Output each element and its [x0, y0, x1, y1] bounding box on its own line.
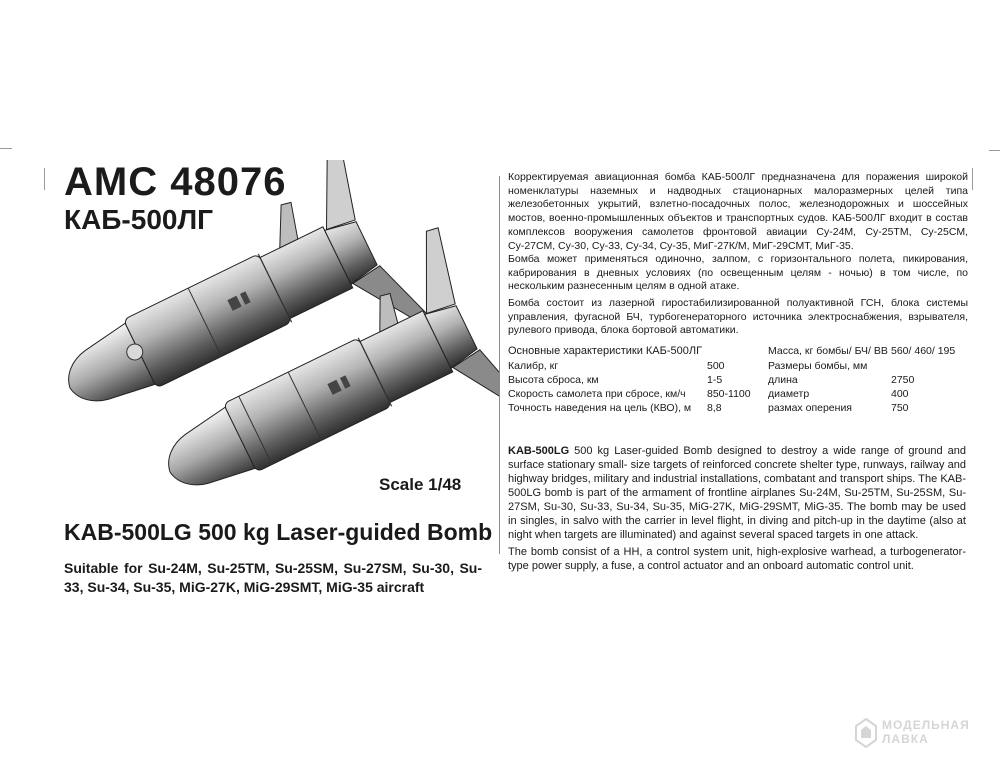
spec-header: Основные характеристики КАБ-500ЛГ [508, 345, 703, 357]
watermark-text [882, 718, 970, 746]
watermark-emblem-icon [854, 718, 878, 748]
product-code: AMC 48076 [64, 160, 287, 204]
ru-description-paragraph: Корректируемая авиационная бомба КАБ-500ЛГ предназначена для поражения широкой номенклатуры наземных и надводных стационарных малоразмерных целей типа железобетонных укрытий, взлетно-посадочных полос, железнодорожных и шоссейных мостов, военно-промышленных объектов и транспортных судов. КАБ-500ЛГ входит в состав комплексов вооружения самолетов фронтовой авиации Су-24М, Су-25ТМ, Су-25СМ, Су-27СМ, Су-30, Су-33, Су-34, Су-35, МиГ-27К/М, МиГ-29СМТ, МиГ-35. [508, 171, 968, 252]
product-title-english: KAB-500LG 500 kg Laser-guided Bomb [64, 519, 493, 545]
spec-mass-label: Масса, кг бомбы/ БЧ/ ВВ [768, 345, 888, 357]
scale-label: Scale 1/48 [379, 475, 462, 494]
spec-value: 850-1100 [707, 388, 751, 400]
bomb-illustration [40, 160, 500, 490]
spec-label: Калибр, кг [508, 360, 559, 372]
spec-label: длина [768, 374, 798, 386]
spec-label: диаметр [768, 388, 810, 400]
suitable-aircraft-text: Suitable for Su-24M, Su-25TM, Su-25SM, Su-27SM, Su-30, Su-33, Su-34, Su-35, MiG-27K, MiG-29SMT, MiG-35 aircraft [64, 560, 482, 595]
crop-mark [989, 150, 1000, 151]
en-composition-paragraph: The bomb consist of a HH, a control system unit, high-explosive warhead, a turbogenerator-type power supply, a fuse, a control actuator and an onboard automatic control unit. [508, 546, 966, 572]
watermark-logo [852, 716, 972, 756]
spec-label: Скорость самолета при сбросе, км/ч [508, 388, 686, 400]
en-description-text: 500 kg Laser-guided Bomb designed to destroy a wide range of ground and surface stationary small- size targets of reinforced concrete shelter type, runways, railway and highway bridges, military and industrial installations, combatant and transport ships. The KAB-500LG bomb is part of the armament of frontline airplanes Su-24M, Su-25TM, Su-25SM, Su-27SM, Su-30, Su-33, Su-34, Su-35, MiG-27K, MiG-29SMT, MiG-35. The bomb may be used in singles, in salvo with the carrier in level flight, in diving and pitch-up in the daytime (also at night when targets are illuminated) and against several spaced targets in one attack. [508, 445, 966, 541]
column-divider [499, 176, 500, 554]
spec-label: Размеры бомбы, мм [768, 360, 868, 372]
spec-value: 1-5 [707, 374, 723, 386]
spec-label: размах оперения [768, 402, 852, 414]
spec-value: 2750 [891, 374, 915, 386]
spec-mass-value: 560/ 460/ 195 [891, 345, 956, 357]
crop-mark [0, 148, 12, 149]
watermark-line: МОДЕЛЬНАЯ [882, 718, 970, 732]
spec-value: 400 [891, 388, 909, 400]
en-description-paragraph [508, 444, 966, 542]
crop-mark [972, 168, 973, 190]
spec-label: Точность наведения на цель (КВО), м [508, 402, 692, 414]
en-description-bold-name: KAB-500LG [508, 445, 570, 457]
spec-label: Высота сброса, км [508, 374, 599, 386]
spec-value: 500 [707, 360, 725, 372]
spec-value: 8,8 [707, 402, 722, 414]
product-russian-name: КАБ-500ЛГ [64, 204, 213, 235]
watermark-line: ЛАВКА [882, 732, 929, 746]
ru-usage-paragraph: Бомба может применяться одиночно, залпом, с горизонтального полета, пикирования, кабрирования в дневных условиях (по освещенным целям - ночью) в том числе, по нескольким разнесенным целям в одной атаке. [508, 253, 968, 293]
ru-composition-paragraph: Бомба состоит из лазерной гиростабилизированной полуактивной ГСН, блока системы управления, фугасной БЧ, турбогенераторного источника электроснабжения, взрывателя, рулевого привода, блока бортовой автоматики. [508, 297, 968, 337]
spec-value: 750 [891, 402, 909, 414]
